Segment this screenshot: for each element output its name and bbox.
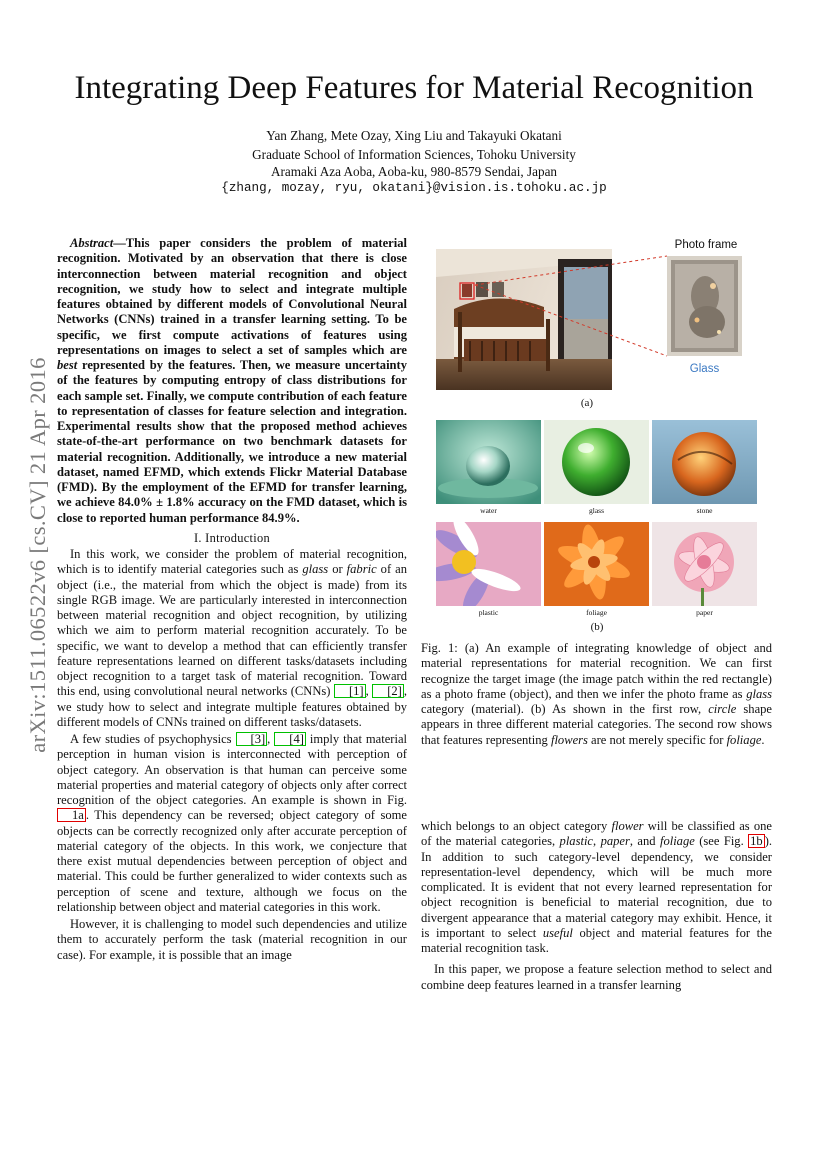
photo-frame-label: Photo frame: [674, 239, 738, 251]
water-tile: [436, 420, 541, 504]
subfigure-a-label: (a): [580, 397, 594, 409]
intro-paragraph-3: However, it is challenging to model such dependencies and utilize them to accurately perform the task (material recognition in our case). For example, it is possible that an image: [57, 917, 407, 962]
plastic-flower-illustration: [436, 522, 541, 606]
emph-flowers: flowers: [550, 732, 588, 747]
text: ). In addition to such category-level dependency, we consider representation-level dependency, which will be much more complicated. It is evident that not every learned representation for object recognition is beneficial to material recognition, due to divergent appearance that a material category may exhibit. Hence, it is important to select: [421, 834, 773, 940]
paper-flower-illustration: [652, 522, 757, 606]
stone-marble-illustration: [652, 420, 757, 504]
affiliation: Graduate School of Information Sciences, Tohoku University: [252, 147, 576, 162]
author-emails: {zhang, mozay, ryu, okatani}@vision.is.tohoku.ac.jp: [221, 181, 607, 195]
figure-caption: [421, 641, 772, 748]
emph-foliage: foliage: [726, 732, 762, 747]
arxiv-sidebar: [14, 255, 62, 855]
figure-ref-link[interactable]: 1a: [57, 808, 86, 822]
text: In this work, we consider the problem of material recognition, which is to identify material categories such as: [57, 547, 407, 577]
tile-caption-water: water: [480, 506, 497, 515]
citation-link[interactable]: [1]: [334, 684, 366, 698]
right-paragraph-1: [421, 819, 772, 956]
text: , we study how to select and integrate multiple features obtained by different models of CNNs trained on different tasks/datasets.: [57, 684, 407, 729]
emph-flower: flower: [611, 819, 644, 833]
abstract: [57, 236, 407, 526]
text: ,: [365, 684, 373, 699]
paper-title: Integrating Deep Features for Material Recognition: [74, 70, 754, 106]
text: which belongs to an object category: [421, 819, 612, 833]
text: . This dependency can be reversed; object category of some objects can be correctly recognized only after accurate perception of material category of the objects. In this work, we conjecture that there exist mutual dependencies between perception of object and material. This could be further generalized to wider contexts such as perception of scene and texture, although we focus on the relationship between object and material categories in this work.: [57, 808, 407, 914]
glass-marble-illustration: [544, 420, 649, 504]
intro-paragraph-1: [57, 547, 407, 730]
emph-circle: circle: [708, 702, 737, 716]
text: shape appears in three different material categories. The second row shows that features representing: [421, 702, 772, 747]
text: , and: [629, 834, 660, 849]
photo-frame-illustration: [667, 256, 742, 356]
abstract-text-continued: represented by the features. Then, we measure uncertainty of the features by computing entropy of class distributions for each sample set. Finally, we compute contribution of each feature to representation of classes for feature selection and integration. Experimental results show that the proposed method achieves state-of-the-art performance on two benchmark datasets for material recognition. Additionally, we introduce a new material dataset, named EFMD, which extends Flickr Material Database (FMD). By the employment of the EFMD for transfer learning, we achieve 84.0% ± 1.8% accuracy on the FMD dataset, which is close to reported human performance 84.9%.: [57, 358, 407, 525]
authors: Yan Zhang, Mete Ozay, Xing Liu and Takayuki Okatani: [266, 128, 562, 143]
citation-link[interactable]: [4]: [274, 732, 306, 746]
plastic-tile: [436, 522, 541, 606]
text: imply that material perception in human vision is interconnected with perception of object category. An observation is that human can perceive some material properties and material category of objects only after correct recognition of the object categories. An example is shown in Fig.: [57, 732, 408, 807]
subfigure-b-label: (b): [590, 621, 604, 633]
emph-paper: paper: [600, 834, 630, 849]
abstract-label: Abstract: [70, 236, 114, 250]
intro-paragraph-2: [57, 732, 407, 915]
citation-link[interactable]: [3]: [236, 732, 268, 746]
text: category (material). (b) As shown in the first row,: [421, 702, 709, 716]
emph-foliage: foliage: [659, 834, 695, 849]
address: Aramaki Aza Aoba, Aoba-ku, 980-8579 Sendai, Japan: [270, 164, 558, 179]
tile-caption-glass: glass: [589, 506, 604, 515]
text: object and material features for the material recognition task.: [421, 925, 772, 955]
photo-frame-zoom: [667, 256, 742, 356]
right-column: [421, 819, 772, 993]
tile-caption-paper: paper: [696, 608, 713, 617]
section-heading: I. Introduction: [193, 530, 271, 545]
tile-caption-foliage: foliage: [586, 608, 607, 617]
text: or: [328, 562, 347, 577]
foliage-tile: [544, 522, 649, 606]
citation-link[interactable]: [2]: [372, 684, 404, 698]
arxiv-identifier: arXiv:1511.06522v6 [cs.CV] 21 Apr 2016: [25, 357, 50, 753]
abstract-emphasis: best: [57, 358, 78, 372]
right-paragraph-2: In this paper, we propose a feature selection method to select and combine deep features learned in a transfer learning: [421, 962, 772, 992]
text: .: [761, 732, 765, 747]
text: will be classified as one of the material categories,: [421, 819, 772, 849]
left-column: [57, 236, 407, 963]
emph-useful: useful: [542, 925, 573, 940]
text: are not merely specific for: [587, 732, 727, 747]
emph-plastic: plastic: [559, 834, 594, 849]
text: (see Fig.: [694, 834, 749, 849]
glass-label: Glass: [689, 363, 720, 375]
text: of an object (i.e., the material from which the object is made) from its single RGB image. We are particularly interested in interconnection between material recognition and object recognition, by utilizing which we aim to perform material recognition accurately. To be specific, we want to develop a method that can efficiently transfer feature representations learned on different tasks/datasets including object recognition to a target task of material recognition. Toward this end, using convolutional neural networks (CNNs): [57, 562, 407, 699]
stone-tile: [652, 420, 757, 504]
water-illustration: [436, 420, 541, 504]
glass-tile: [544, 420, 649, 504]
abstract-dash: —: [113, 236, 126, 250]
tile-caption-stone: stone: [696, 506, 713, 515]
text: ,: [267, 732, 275, 746]
text: A few studies of psychophysics: [70, 732, 236, 746]
figure-1: [421, 236, 781, 636]
tile-caption-plastic: plastic: [478, 608, 499, 617]
figure-ref-link[interactable]: 1b: [750, 834, 763, 849]
text: Fig. 1: (a) An example of integrating knowledge of object and material representations for material recognition. We can first recognize the target image (the image patch within the red rectangle) as a photo frame (object), and then we infer the photo frame as: [421, 641, 772, 701]
text: ,: [593, 834, 601, 849]
abstract-text: This paper considers the problem of material recognition. Motivated by an observation that there is close interconnection between material recognition and object recognition, we study how to select and integrate multiple features obtained by different models of Convolutional Neural Networks (CNNs) trained in a transfer learning setting. To be specific, we first compute activations of features using representations on images to select a set of samples which are: [57, 236, 407, 357]
emph-glass: glass: [746, 686, 772, 701]
foliage-flower-illustration: [544, 522, 649, 606]
paper-tile: [652, 522, 757, 606]
emph-glass: glass: [302, 562, 329, 577]
emph-fabric: fabric: [346, 562, 377, 577]
